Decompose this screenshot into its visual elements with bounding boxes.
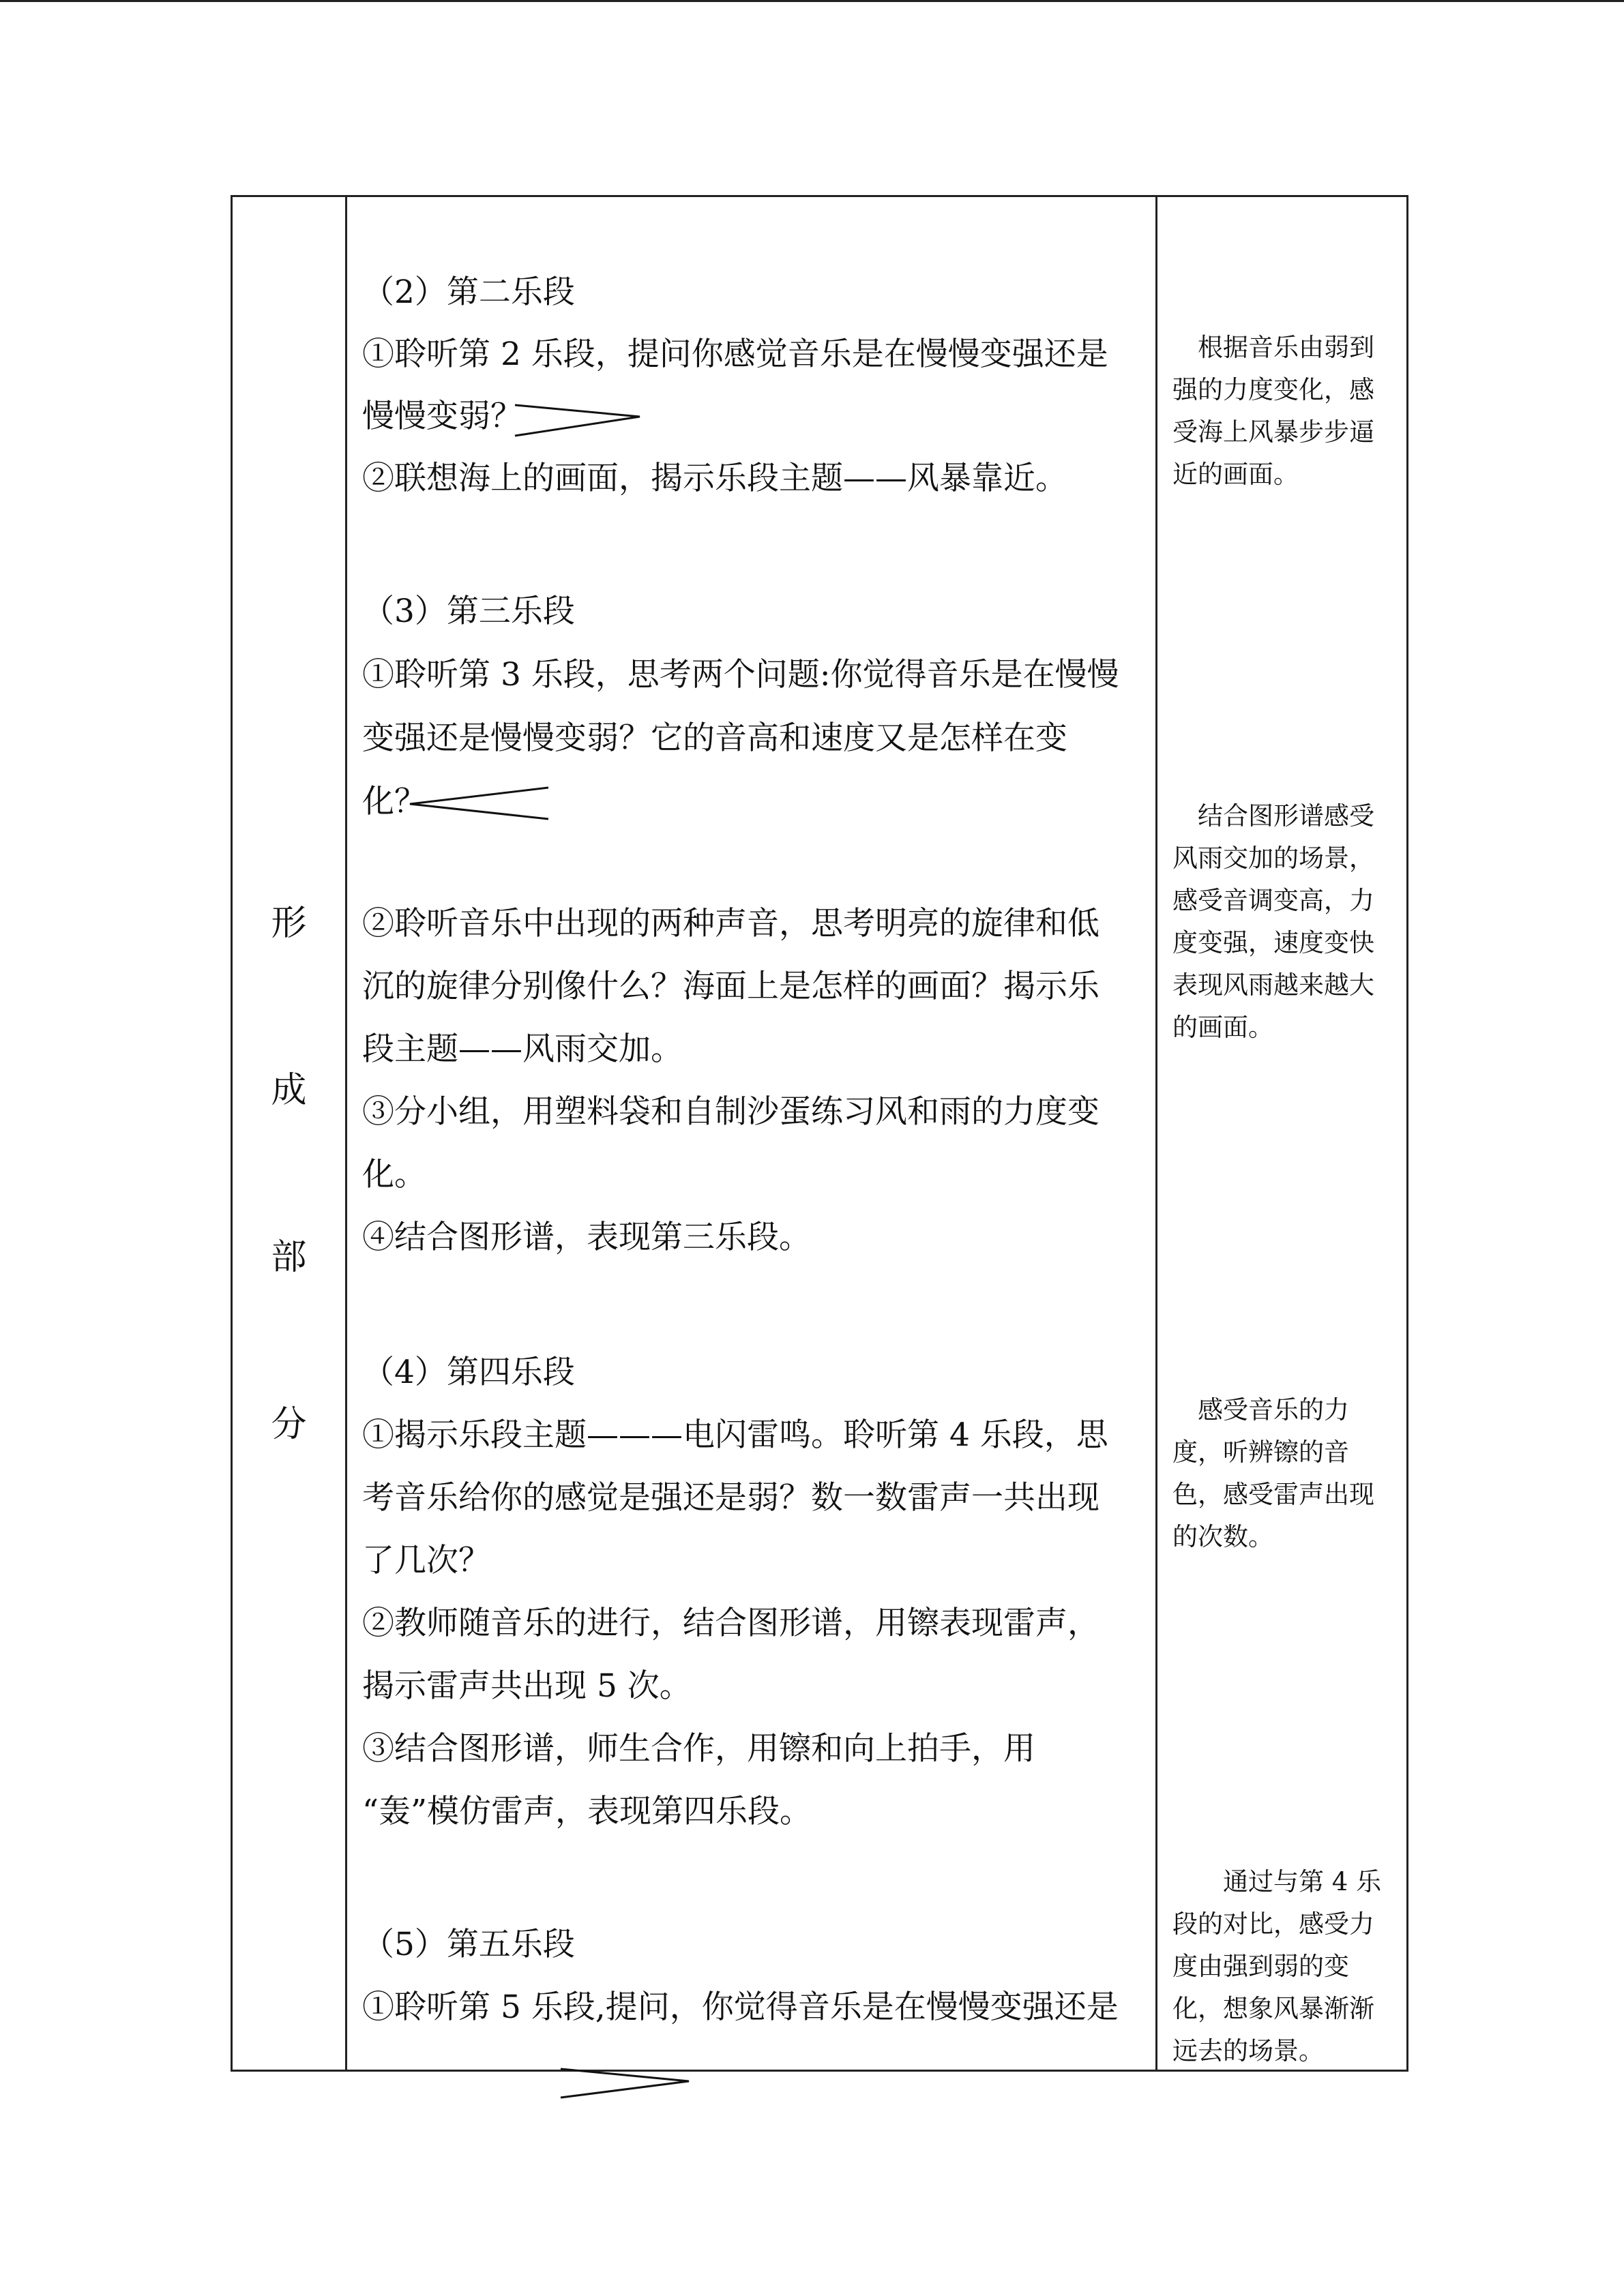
note-line: 段的对比，感受力 (1172, 1909, 1374, 1939)
segment-line: 考音乐给你的感觉是强还是弱？数一数雷声一共出现 (362, 1479, 1099, 1517)
decrescendo-icon (514, 402, 643, 443)
section-label-char: 部 (271, 1237, 307, 1278)
note-line: 化，想象风暴渐渐 (1172, 1994, 1374, 2023)
note-line: 的次数。 (1172, 1522, 1273, 1551)
segment-line: 揭示雷声共出现 5 次。 (362, 1667, 692, 1705)
crescendo-icon (409, 784, 552, 824)
design-note (1172, 795, 1398, 1049)
note-line: 的画面。 (1172, 1013, 1273, 1042)
note-line: 结合图形谱感受 (1172, 801, 1374, 831)
note-line: 强的力度变化，感 (1172, 375, 1374, 404)
segment-heading: （3）第三乐段 (362, 593, 575, 630)
section-label-char: 形 (271, 903, 307, 944)
segment-line: ①聆听第 5 乐段,提问，你觉得音乐是在慢慢变强还是 (362, 1988, 1119, 2026)
note-line: 表现风雨越来越大 (1172, 970, 1374, 1000)
segment-line: 变强还是慢慢变弱？它的音高和速度又是怎样在变 (362, 719, 1067, 757)
page-top-rule (0, 0, 1624, 2)
segment-line: ②教师随音乐的进行，结合图形谱，用镲表现雷声， (362, 1605, 1099, 1642)
segment-line: ③结合图形谱，师生合作，用镲和向上拍手，用 (362, 1730, 1035, 1768)
segment-line: 了几次？ (362, 1542, 490, 1579)
segment-line: ②联想海上的画面，揭示乐段主题——风暴靠近。 (362, 460, 1067, 497)
note-line: 受海上风暴步步逼 (1172, 417, 1374, 447)
section-label-char: 分 (271, 1404, 307, 1445)
segment-line: ①揭示乐段主题———电闪雷鸣。聆听第 4 乐段，思 (362, 1416, 1108, 1454)
note-line: 色，感受雷声出现 (1172, 1480, 1374, 1509)
segment-line: ②聆听音乐中出现的两种声音，思考明亮的旋律和低 (362, 905, 1099, 942)
section-label-column (233, 197, 345, 2070)
note-line: 感受音乐的力 (1172, 1395, 1349, 1425)
note-line: 根据音乐由弱到 (1172, 333, 1374, 362)
note-line: 远去的场景。 (1172, 2036, 1324, 2066)
segment-line: 化。 (362, 1156, 426, 1193)
note-line: 度由强到弱的变 (1172, 1952, 1349, 1981)
segment-line: 慢慢变弱？ (362, 398, 522, 435)
segment-heading: （2）第二乐段 (362, 273, 575, 311)
note-line: 感受音调变高，力 (1172, 886, 1374, 915)
segment-line: “轰”模仿雷声，表现第四乐段。 (362, 1793, 812, 1830)
note-line: 度，听辨镲的音 (1172, 1437, 1349, 1467)
segment-heading: （4）第四乐段 (362, 1354, 575, 1391)
decrescendo-icon (559, 2066, 696, 2104)
note-line: 度变强，速度变快 (1172, 928, 1374, 957)
note-line: 近的画面。 (1172, 460, 1299, 489)
segment-line: 沉的旋律分别像什么？海面上是怎样的画面？揭示乐 (362, 968, 1099, 1005)
note-line: 风雨交加的场景， (1172, 844, 1374, 873)
section-label-char: 成 (271, 1070, 307, 1111)
lesson-table (231, 195, 1408, 2072)
design-note (1172, 1389, 1398, 1558)
segment-heading: （5）第五乐段 (362, 1926, 575, 1963)
process-column (347, 197, 1155, 2070)
segment-line: ③分小组，用塑料袋和自制沙蛋练习风和雨的力度变 (362, 1093, 1099, 1131)
notes-column (1157, 197, 1406, 2070)
segment-line: ①聆听第 2 乐段，提问你感觉音乐是在慢慢变强还是 (362, 336, 1108, 373)
segment-line: 化？ (362, 783, 426, 820)
design-note (1172, 327, 1398, 496)
note-line: 通过与第 4 乐 (1172, 1867, 1382, 1896)
segment-line: ①聆听第 3 乐段，思考两个问题:你觉得音乐是在慢慢 (362, 656, 1119, 694)
design-note (1172, 1861, 1398, 2072)
segment-line: 段主题——风雨交加。 (362, 1030, 683, 1068)
segment-line: ④结合图形谱，表现第三乐段。 (362, 1219, 811, 1256)
